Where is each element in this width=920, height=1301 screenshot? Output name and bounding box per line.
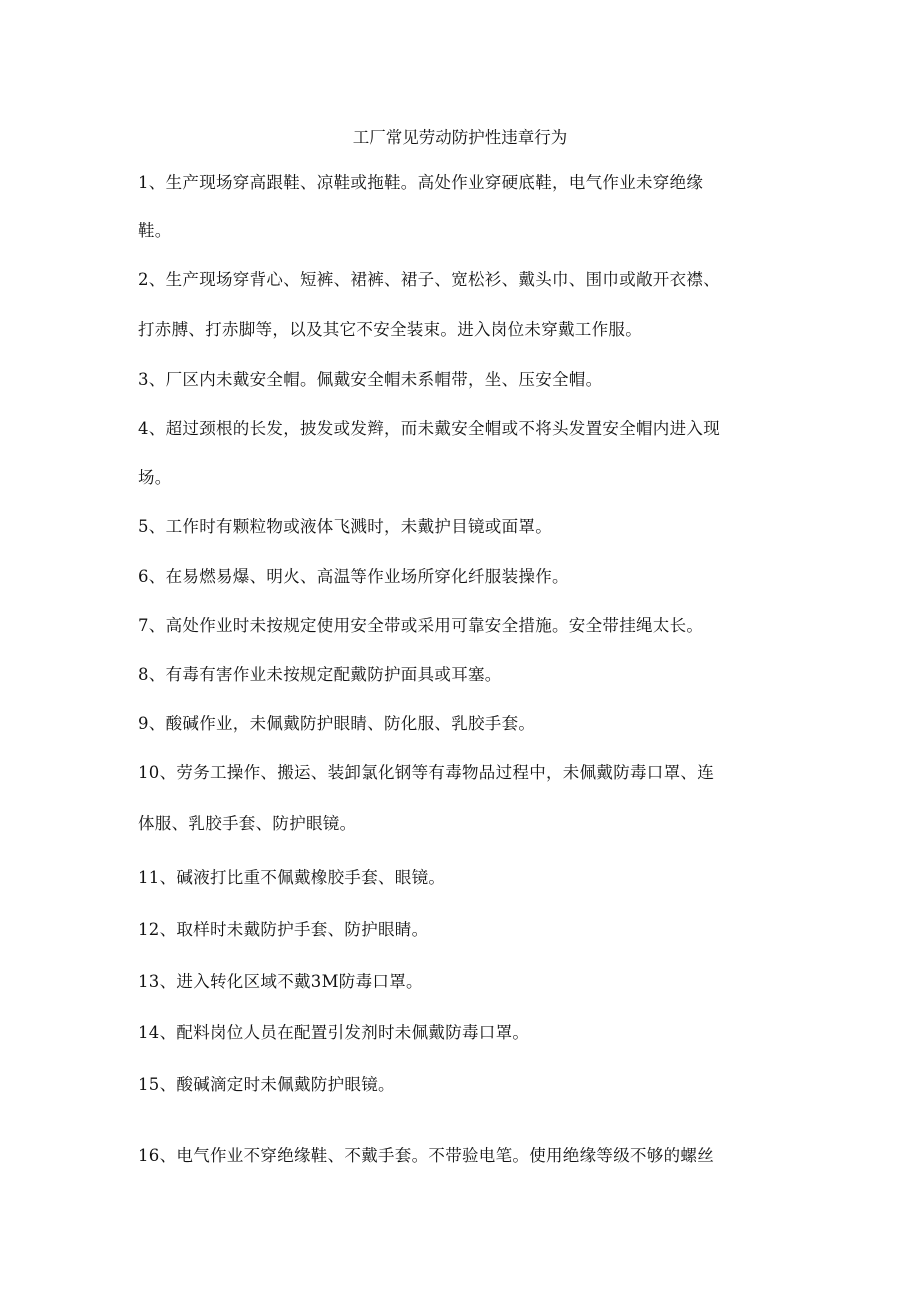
item-4-line-1: 4、超过颈根的长发，披发或发辫，而未戴安全帽或不将头发置安全帽内进入现 (138, 419, 720, 438)
document-title: 工厂常见劳动防护性违章行为 (352, 128, 568, 147)
item-1-line-2: 鞋。 (138, 221, 172, 240)
item-11: 11、碱液打比重不佩戴橡胶手套、眼镜。 (138, 868, 446, 887)
item-8: 8、有毒有害作业未按规定配戴防护面具或耳塞。 (138, 665, 502, 684)
item-2-line-1: 2、生产现场穿背心、短裤、裙裤、裙子、宽松衫、戴头巾、围巾或敞开衣襟、 (138, 270, 720, 289)
item-6: 6、在易燃易爆、明火、高温等作业场所穿化纤服装操作。 (138, 567, 569, 586)
item-13: 13、进入转化区域不戴3M防毒口罩。 (138, 972, 423, 991)
item-16-line-1: 16、电气作业不穿绝缘鞋、不戴手套。不带验电笔。使用绝缘等级不够的螺丝 (138, 1146, 714, 1165)
item-9: 9、酸碱作业，未佩戴防护眼睛、防化服、乳胶手套。 (138, 714, 536, 733)
item-15: 15、酸碱滴定时未佩戴防护眼镜。 (138, 1075, 395, 1094)
item-4-line-2: 场。 (138, 468, 172, 487)
item-7: 7、高处作业时未按规定使用安全带或采用可靠安全措施。安全带挂绳太长。 (138, 616, 704, 635)
item-14: 14、配料岗位人员在配置引发剂时未佩戴防毒口罩。 (138, 1023, 530, 1042)
item-10-line-1: 10、劳务工操作、搬运、装卸氯化钢等有毒物品过程中，未佩戴防毒口罩、连 (138, 763, 714, 782)
item-1-line-1: 1、生产现场穿高跟鞋、凉鞋或拖鞋。高处作业穿硬底鞋，电气作业未穿绝缘 (138, 173, 704, 192)
item-12: 12、取样时未戴防护手套、防护眼睛。 (138, 920, 429, 939)
item-10-line-2: 体服、乳胶手套、防护眼镜。 (138, 814, 357, 833)
item-5: 5、工作时有颗粒物或液体飞溅时，未戴护目镜或面罩。 (138, 517, 552, 536)
item-3: 3、厂区内未戴安全帽。佩戴安全帽未系帽带，坐、压安全帽。 (138, 370, 603, 389)
item-2-line-2: 打赤膊、打赤脚等，以及其它不安全装束。进入岗位未穿戴工作服。 (138, 320, 642, 339)
